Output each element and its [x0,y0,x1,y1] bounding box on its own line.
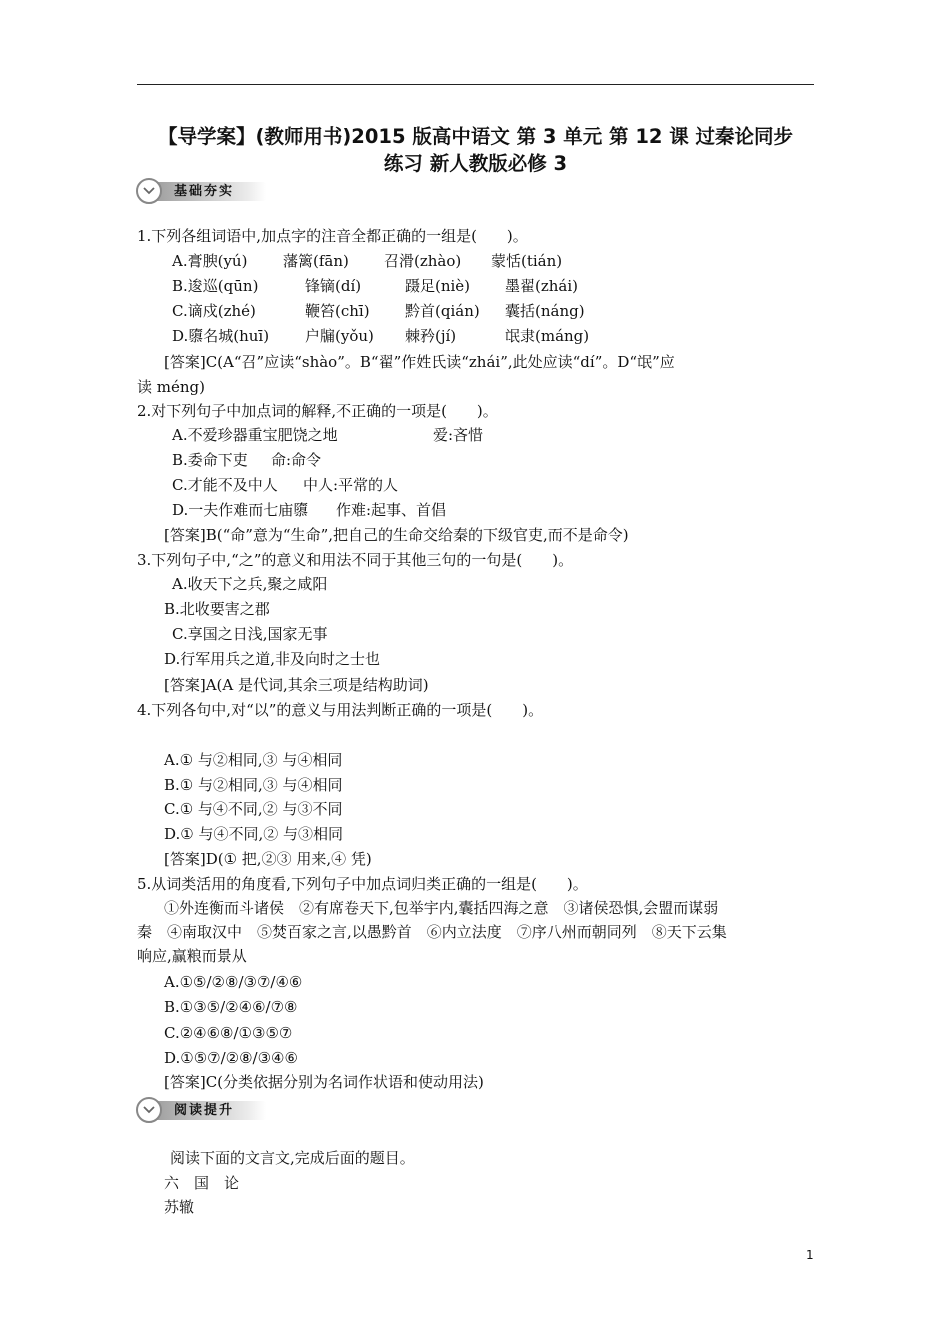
header-rule [137,84,814,85]
question-2-stem: 2.对下列句子中加点词的解释,不正确的一项是( )。 [137,402,498,420]
q1-option-b-4: 墨翟(zhái) [505,277,579,295]
q2-option-b: B.委命下吏 [172,451,248,469]
q2-option-a: A.不爱珍器重宝肥饶之地 [172,426,338,444]
reading-heading: 六 国 论 [164,1174,240,1192]
q3-option-b: B.北收要害之郡 [164,600,270,618]
reading-author: 苏辙 [164,1198,195,1216]
q2-option-d-gloss: 作难:起事、首倡 [336,501,447,519]
q3-option-c: C.享国之日浅,国家无事 [172,625,328,643]
q5-option-b: B.①③⑤/②④⑥/⑦⑧ [164,998,298,1016]
q1-option-a-1: A.膏腴(yú) [172,252,248,270]
section-header-basics [136,178,266,204]
q1-option-d-1: D.隳名城(huī) [172,327,270,345]
q3-option-d: D.行军用兵之道,非及向时之士也 [164,650,381,668]
q5-body-line-2: 秦 ④南取汉中 ⑤焚百家之言,以愚黔首 ⑥内立法度 ⑦序八州而朝同列 ⑧天下云集 [137,923,727,941]
q1-answer-line-1: [答案]C(A“召”应读“shào”。B“翟”作姓氏读“zhái”,此处应读“dí”。D“氓”应 [164,353,675,371]
q4-answer: [答案]D(① 把,②③ 用来,④ 凭) [164,850,372,868]
question-3-stem: 3.下列句子中,“之”的意义和用法不同于其他三句的一句是( )。 [137,551,574,569]
q1-option-c-2: 鞭笞(chī) [305,302,370,320]
q2-option-a-gloss: 爱:吝惜 [433,426,484,444]
q4-option-a: A.① 与②相同,③ 与④相同 [164,751,343,769]
q1-answer-line-2: 读 méng) [137,378,205,396]
q2-option-c: C.才能不及中人 [172,476,278,494]
section-label: 基础夯实 [174,184,235,199]
q2-option-c-gloss: 中人:平常的人 [303,476,399,494]
q5-answer: [答案]C(分类依据分别为名词作状语和使动用法) [164,1073,484,1091]
title-line-1: 【导学案】(教师用书)2015 版高中语文 第 3 单元 第 12 课 过秦论同步 [157,125,794,148]
q1-option-b-1: B.逡巡(qūn) [172,277,259,295]
question-4-stem: 4.下列各句中,对“以”的意义与用法判断正确的一项是( )。 [137,701,544,719]
q5-option-a: A.①⑤/②⑧/③⑦/④⑥ [164,973,303,991]
q1-option-c-3: 黔首(qián) [405,302,480,320]
q1-option-c-4: 囊括(náng) [505,302,585,320]
q4-option-d: D.① 与④不同,② 与③相同 [164,825,344,843]
q5-body-line-1: ①外连衡而斗诸侯 ②有席卷天下,包举宇内,囊括四海之意 ③诸侯恐惧,会盟而谋弱 [164,899,719,917]
chevron-down-icon [136,178,162,204]
title-line-2: 练习 新人教版必修 3 [383,152,568,175]
page-number: 1 [806,1248,814,1262]
q4-option-c: C.① 与④不同,② 与③不同 [164,800,343,818]
reading-intro: 阅读下面的文言文,完成后面的题目。 [170,1149,415,1167]
q1-option-a-2: 藩篱(fān) [283,252,349,270]
q1-option-d-2: 户牖(yǒu) [305,327,374,345]
q1-option-a-3: 召滑(zhào) [384,252,462,270]
q1-option-a-4: 蒙恬(tián) [491,252,563,270]
question-5-stem: 5.从词类活用的角度看,下列句子中加点词归类正确的一组是( )。 [137,875,588,893]
q5-option-c: C.②④⑥⑧/①③⑤⑦ [164,1024,293,1042]
q1-option-d-4: 氓隶(máng) [505,327,590,345]
document-title [137,123,814,177]
section-header-reading [136,1097,266,1123]
q3-answer: [答案]A(A 是代词,其余三项是结构助词) [164,676,429,694]
q1-option-b-2: 锋镝(dí) [305,277,362,295]
question-1-stem: 1.下列各组词语中,加点字的注音全都正确的一组是( )。 [137,227,528,245]
q2-option-d: D.一夫作难而七庙隳 [172,501,309,519]
q1-option-c-1: C.谪戍(zhé) [172,302,256,320]
q1-option-b-3: 蹑足(niè) [405,277,471,295]
q2-option-b-gloss: 命:命令 [271,451,322,469]
q4-option-b: B.① 与②相同,③ 与④相同 [164,776,343,794]
section-label: 阅读提升 [174,1103,235,1118]
q1-option-d-3: 棘矜(jí) [405,327,457,345]
q5-option-d: D.①⑤⑦/②⑧/③④⑥ [164,1049,298,1067]
q3-option-a: A.收天下之兵,聚之咸阳 [172,575,328,593]
q5-body-line-3: 响应,赢粮而景从 [137,947,247,965]
q2-answer: [答案]B(“命”意为“生命”,把自己的生命交给秦的下级官吏,而不是命令) [164,526,629,544]
chevron-down-icon [136,1097,162,1123]
